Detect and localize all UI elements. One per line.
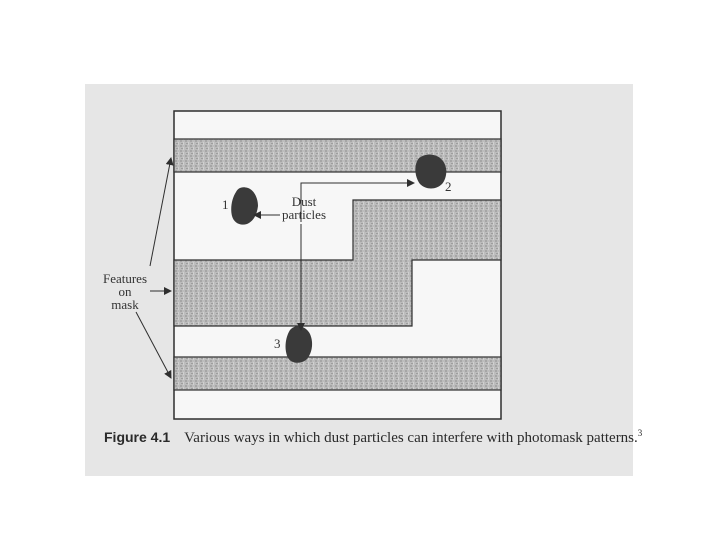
dust-label xyxy=(279,195,329,221)
features-label-line-2: on xyxy=(118,284,132,299)
arrow-to-feature-top xyxy=(150,158,171,266)
features-label-line-1: Features xyxy=(102,271,148,286)
features-on-mask-label xyxy=(98,272,152,311)
dust-label-line-1: Dust xyxy=(291,194,317,209)
dust-particle-3 xyxy=(286,326,313,363)
particle-number-2: 2 xyxy=(445,179,452,194)
dust-particle-2 xyxy=(415,154,446,188)
dust-label-line-2: particles xyxy=(281,207,327,222)
figure-caption xyxy=(104,428,642,447)
particle-number-1: 1 xyxy=(222,197,229,212)
features-label-line-3: mask xyxy=(111,297,139,312)
arrow-to-feature-bottom xyxy=(136,312,171,378)
caption-reference: 3 xyxy=(637,428,643,438)
caption-text: Various ways in which dust particles can interfere with photomask patterns. xyxy=(184,430,638,446)
mask-feature-bottom xyxy=(174,357,501,390)
figure-number: Figure 4.1 xyxy=(104,429,171,445)
mask-feature-top xyxy=(174,139,501,172)
particle-number-3: 3 xyxy=(274,336,281,351)
